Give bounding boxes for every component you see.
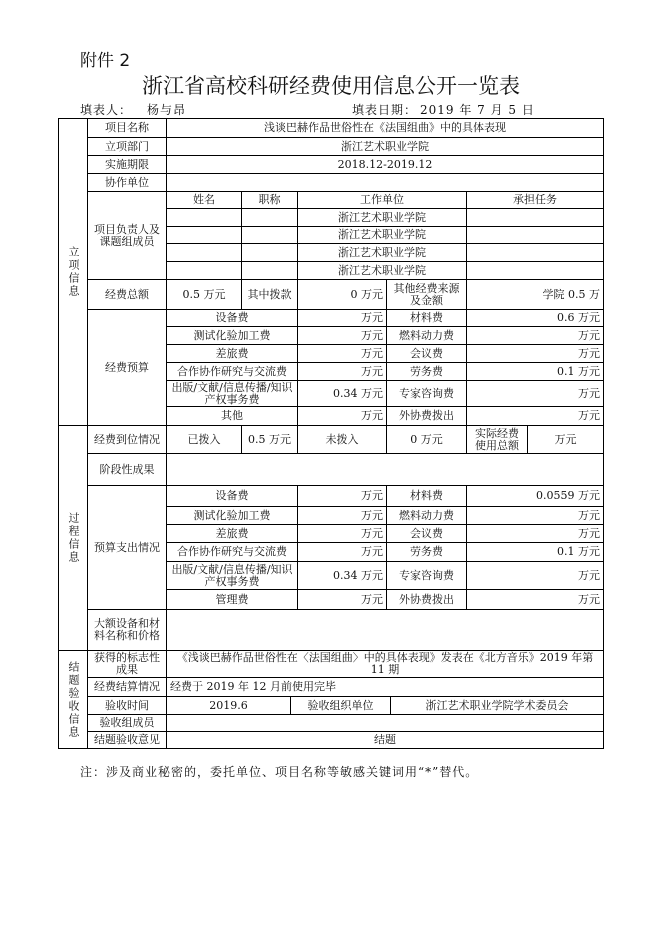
footnote: 注：涉及商业秘密的，委托单位、项目名称等敏感关键词用“*”替代。	[80, 765, 479, 779]
page-title: 浙江省高校科研经费使用信息公开一览表	[142, 74, 520, 98]
acceptance-members-value	[166, 714, 604, 732]
total-value: 0.5 万元	[166, 279, 242, 310]
spending-item-value: 万元	[297, 506, 387, 525]
members-label: 项目负责人及课题组成员	[87, 191, 167, 280]
other-funds-value: 学院 0.5 万	[466, 279, 604, 310]
member-unit: 浙江艺术职业学院	[297, 226, 467, 244]
acceptance-org-label: 验收组织单位	[290, 696, 391, 715]
achievement-label: 获得的标志性成果	[87, 650, 167, 678]
spending-item-value: 0.0559 万元	[466, 485, 604, 507]
budget-item-value: 0.34 万元	[297, 380, 387, 407]
member-name	[166, 243, 242, 262]
filler-name: 杨与昂	[147, 103, 187, 117]
acceptance-opinion-value: 结题	[166, 731, 604, 749]
project_name-label: 项目名称	[87, 118, 167, 138]
member-unit: 浙江艺术职业学院	[297, 261, 467, 280]
member-title	[241, 261, 298, 280]
spending-item-label: 管理费	[166, 589, 298, 610]
spending-item-value: 0.34 万元	[297, 561, 387, 590]
spending-item-label: 差旅费	[166, 524, 298, 543]
project_name-value: 浅谈巴赫作品世俗性在《法国组曲》中的具体表现	[166, 118, 604, 138]
member-header-unit: 工作单位	[297, 191, 467, 209]
acceptance-opinion-label: 结题验收意见	[87, 731, 167, 749]
spending-item-label: 出版/文献/信息传播/知识产权事务费	[166, 561, 298, 590]
spending-item-value: 万元	[297, 589, 387, 610]
member-name	[166, 226, 242, 244]
spending-item-label: 材料费	[386, 485, 467, 507]
member-task	[466, 261, 604, 280]
member-unit: 浙江艺术职业学院	[297, 208, 467, 227]
budget-item-label: 专家咨询费	[386, 380, 467, 407]
spending-item-value: 万元	[297, 524, 387, 543]
acceptance-time-value: 2019.6	[166, 696, 291, 715]
spending-item-value: 0.1 万元	[466, 542, 604, 562]
large-equipment-value	[166, 609, 604, 651]
member-title	[241, 226, 298, 244]
budget-item-label: 劳务费	[386, 362, 467, 381]
budget-item-label: 会议费	[386, 344, 467, 363]
budget-item-value: 万元	[466, 380, 604, 407]
spending-item-value: 万元	[466, 524, 604, 543]
member-header-name: 姓名	[166, 191, 242, 209]
spending-item-value: 万元	[297, 485, 387, 507]
member-name	[166, 261, 242, 280]
section-setup-label: 立项信息	[58, 118, 88, 426]
filler-label: 填表人：	[80, 103, 133, 117]
attachment-label: 附件 2	[80, 51, 131, 71]
budget-item-value: 万元	[466, 344, 604, 363]
budget-item-value: 万元	[297, 344, 387, 363]
spending-item-label: 燃料动力费	[386, 506, 467, 525]
total-label: 经费总额	[87, 279, 167, 310]
member-task	[466, 243, 604, 262]
spending-item-value: 万元	[466, 589, 604, 610]
budget-item-value: 0.6 万元	[466, 309, 604, 327]
pending-label: 未拨入	[297, 425, 387, 454]
budget-item-label: 设备费	[166, 309, 298, 327]
member-task	[466, 226, 604, 244]
spending-item-value: 万元	[297, 542, 387, 562]
pending-value: 0 万元	[386, 425, 467, 454]
large-equipment-label: 大额设备和材料名称和价格	[87, 609, 167, 651]
acceptance-time-label: 验收时间	[87, 696, 167, 715]
budget-item-value: 万元	[297, 326, 387, 345]
spending-item-label: 设备费	[166, 485, 298, 507]
spending-item-label: 专家咨询费	[386, 561, 467, 590]
spending-label: 预算支出情况	[87, 485, 167, 610]
stage-results-value	[166, 453, 604, 486]
budget-item-value: 0.1 万元	[466, 362, 604, 381]
fill-date: 2019 年 7 月 5 日	[420, 103, 535, 117]
budget-label: 经费预算	[87, 309, 167, 426]
budget-item-label: 差旅费	[166, 344, 298, 363]
settlement-label: 经费结算情况	[87, 677, 167, 697]
member-header-title: 职称	[241, 191, 298, 209]
budget-item-label: 燃料动力费	[386, 326, 467, 345]
acceptance-org-value: 浙江艺术职业学院学术委员会	[390, 696, 604, 715]
allocated-label: 其中拨款	[241, 279, 298, 310]
dept-label: 立项部门	[87, 137, 167, 156]
spending-item-label: 会议费	[386, 524, 467, 543]
member-name	[166, 208, 242, 227]
allocated-value: 0 万元	[297, 279, 387, 310]
date-label: 填表日期：	[352, 103, 418, 117]
budget-item-label: 测试化验加工费	[166, 326, 298, 345]
received-label: 已拨入	[166, 425, 242, 454]
section-closing-label: 结题验收信息	[58, 650, 88, 749]
collab-label: 协作单位	[87, 173, 167, 192]
period-label: 实施期限	[87, 155, 167, 174]
budget-item-label: 其他	[166, 406, 298, 426]
actual-total-value: 万元	[527, 425, 604, 454]
budget-item-value: 万元	[297, 406, 387, 426]
budget-item-label: 材料费	[386, 309, 467, 327]
member-task	[466, 208, 604, 227]
spending-item-value: 万元	[466, 506, 604, 525]
collab-value	[166, 173, 604, 192]
arrival-label: 经费到位情况	[87, 425, 167, 454]
section-process-label: 过程信息	[58, 425, 88, 651]
budget-item-value: 万元	[297, 309, 387, 327]
acceptance-members-label: 验收组成员	[87, 714, 167, 732]
spending-item-label: 合作协作研究与交流费	[166, 542, 298, 562]
received-value: 0.5 万元	[241, 425, 298, 454]
budget-item-value: 万元	[466, 326, 604, 345]
member-unit: 浙江艺术职业学院	[297, 243, 467, 262]
spending-item-label: 外协费拨出	[386, 589, 467, 610]
budget-item-value: 万元	[466, 406, 604, 426]
member-title	[241, 243, 298, 262]
achievement-value: 《浅谈巴赫作品世俗性在〈法国组曲〉中的具体表现》发表在《北方音乐》2019 年第 11 期	[166, 650, 604, 678]
actual-total-label: 实际经费使用总额	[466, 425, 528, 454]
budget-item-value: 万元	[297, 362, 387, 381]
period-value: 2018.12-2019.12	[166, 155, 604, 174]
settlement-value: 经费于 2019 年 12 月前使用完毕	[166, 677, 604, 697]
spending-item-value: 万元	[466, 561, 604, 590]
budget-item-label: 合作协作研究与交流费	[166, 362, 298, 381]
member-title	[241, 208, 298, 227]
spending-item-label: 测试化验加工费	[166, 506, 298, 525]
budget-item-label: 出版/文献/信息传播/知识产权事务费	[166, 380, 298, 407]
stage-results-label: 阶段性成果	[87, 453, 167, 486]
spending-item-label: 劳务费	[386, 542, 467, 562]
dept-value: 浙江艺术职业学院	[166, 137, 604, 156]
member-header-task: 承担任务	[466, 191, 604, 209]
other-funds-label: 其他经费来源及金额	[386, 279, 467, 310]
budget-item-label: 外协费拨出	[386, 406, 467, 426]
